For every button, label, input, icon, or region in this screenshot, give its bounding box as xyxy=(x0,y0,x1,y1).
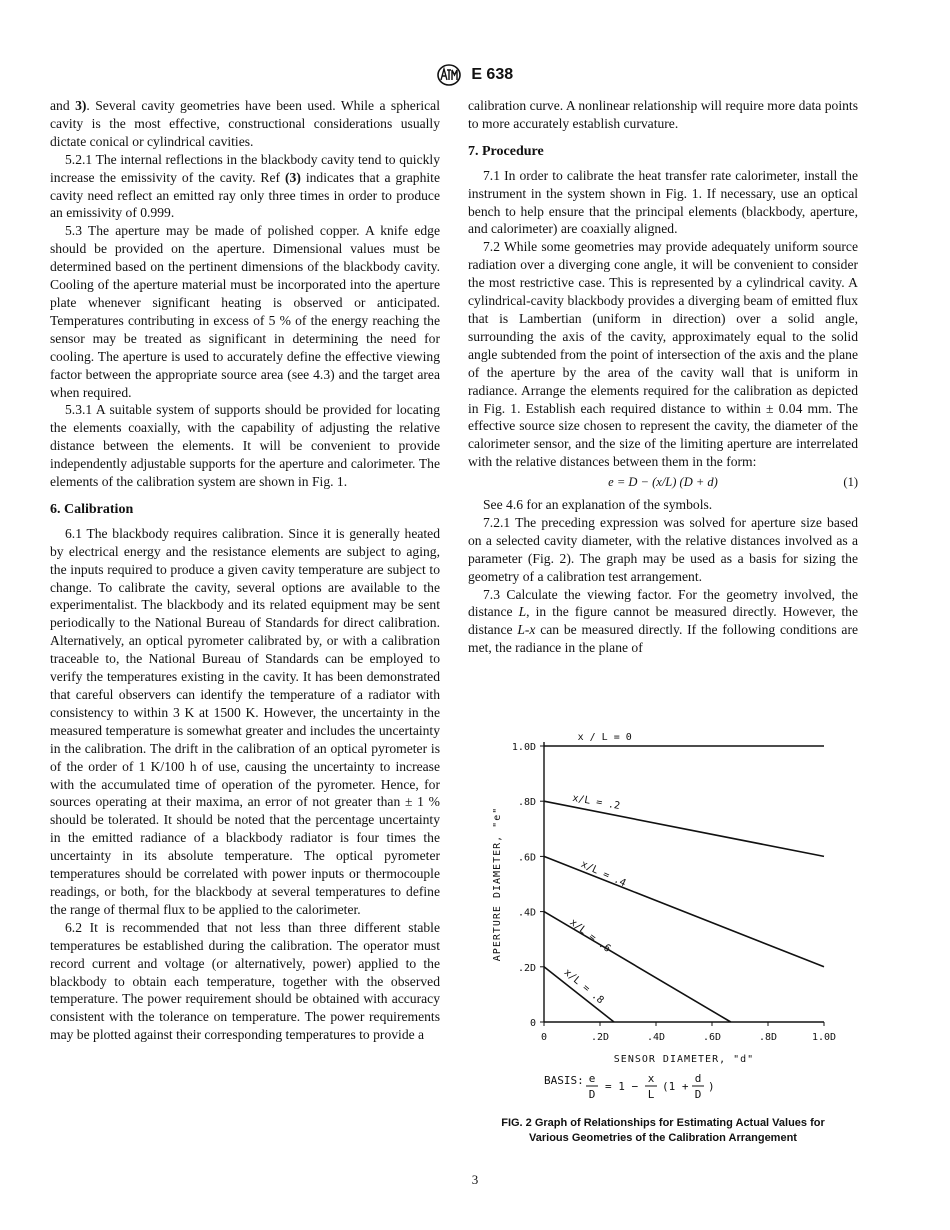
basis-L: L xyxy=(647,1088,655,1101)
basis-paren-open: (1 + xyxy=(662,1080,689,1093)
basis-formula xyxy=(544,1072,715,1101)
y-tick-label: .6D xyxy=(517,852,536,864)
paragraph-symbols-note: See 4.6 for an explanation of the symbols. xyxy=(483,497,713,513)
astm-logo-icon xyxy=(437,64,461,86)
page-header xyxy=(0,64,950,86)
series-line-1 xyxy=(544,801,824,856)
basis-paren-close: ) xyxy=(708,1080,715,1093)
x-tick-label: .6D xyxy=(702,1032,722,1043)
paragraph: calibration curve. A nonlinear relationship will require more data points to more accurately establish curvature. xyxy=(468,98,858,131)
figure-caption: FIG. 2 Graph of Relationships for Estimating Actual Values for Various Geometries of the Calibration Arrangement xyxy=(501,1117,825,1144)
basis-label: BASIS: xyxy=(544,1074,584,1087)
series-label: x/L = .2 xyxy=(571,792,621,813)
basis-e: e xyxy=(588,1072,596,1085)
paragraph-7-1: 7.1 In order to calibrate the heat transfer rate calorimeter, install the instrument in the system shown in Fig. 1. If necessary, use an optical bench to help ensure that the principal elements (blackbody, aperture, and calorimeter) are coaxially aligned. xyxy=(468,167,858,237)
paragraph-5-2-1: 5.2.1 The internal reflections in the blackbody cavity tend to quickly increase the emissivity of the cavity. Ref (3) indicates that a graphite cavity need reflect an emitted ray only three times in order to produce an emissivity of 0.999. xyxy=(50,151,440,221)
paragraph-7-3: 7.3 Calculate the viewing factor. For the geometry involved, the distance L, in the figure cannot be measured directly. However, the distance L-x can be measured directly. If the following conditions are met, the radiance in the plane of xyxy=(468,586,859,656)
y-tick-label: .8D xyxy=(517,797,536,809)
figure-2 xyxy=(478,720,858,1160)
y-axis-label: APERTURE DIAMETER, "e" xyxy=(492,806,503,962)
equation-1: e = D − (x/L) (D + d) (1) xyxy=(468,474,858,492)
standard-designation: E 638 xyxy=(471,66,514,84)
series-label: x/L = .4 xyxy=(579,858,628,890)
equation-number: (1) xyxy=(843,475,858,490)
paragraph-5-3-1: 5.3.1 A suitable system of supports should be provided for locating the elements coaxially, with the capability of adjusting the relative distance between the elements. It will be convenient to provide independently adjustable supports for the aperture and calorimeter. The elements of the calibration system are shown in Fig. 1. xyxy=(50,402,440,490)
x-tick-label: .2D xyxy=(590,1032,610,1043)
y-tick-label: 0 xyxy=(529,1018,536,1029)
left-column xyxy=(50,97,440,1044)
x-tick-label: .4D xyxy=(646,1032,666,1043)
relationship-chart xyxy=(478,720,858,1115)
x-tick-label: .8D xyxy=(758,1032,778,1043)
basis-x: x xyxy=(647,1072,655,1085)
series-label: x/L = .8 xyxy=(561,966,606,1007)
basis-d: d xyxy=(694,1072,702,1085)
x-tick-label: 1.0D xyxy=(811,1032,837,1043)
basis-equals: = 1 − xyxy=(605,1080,639,1093)
series-label: x/L = .6 xyxy=(567,917,613,955)
paragraph-7-2: 7.2 While some geometries may provide adequately uniform source radiation over a diverging cone angle, it will be convenient to consider the most restrictive case. This is represented by a cylindrical cavity. A cylindrical-cavity blackbody provides a diverging beam of emitted flux that is Lambertian (uniform in direction) over a solid angle, surrounding the axis of the cavity, approximately equal to the solid angle subtended from the point of intersection of the axis and the plane of the aperture by the area of the cavity wall that is uniform in radiance. Arrange the elements required for the calibration as depicted in Fig. 1. Establish each required distance to within ± 0.04 mm. The effective source size chosen to represent the cavity, the diameter of the calorimeter sensor, and the size of the limiting aperture are interrelated with the relative distances between them in the form: xyxy=(468,239,858,470)
series-line-2 xyxy=(544,856,824,966)
series-label: x / L = 0 xyxy=(577,732,632,743)
paragraph: and 3). Several cavity geometries have been used. While a spherical cavity is the most effective, constructional considerations usually dictate conical or cylindrical cavities. xyxy=(50,98,440,149)
y-tick-label: .4D xyxy=(517,907,536,919)
paragraph-6-2: 6.2 It is recommended that not less than three different stable temperatures be established during the calibration. The operator must record current and voltage (or alternatively, power) applied to the blackbody to obtain each temperature, together with the observed temperature. The power requirement should be obtained with accuracy consistent with the tolerance on temperature. The power requirements may be plotted against their corresponding temperatures to provide a xyxy=(50,919,440,1043)
x-tick-label: 0 xyxy=(540,1032,548,1043)
x-axis-label: SENSOR DIAMETER, "d" xyxy=(613,1054,755,1065)
basis-D2: D xyxy=(694,1088,702,1101)
y-tick-label: .2D xyxy=(517,962,536,974)
section-heading-calibration: 6. Calibration xyxy=(50,501,134,517)
paragraph-7-2-1: 7.2.1 The preceding expression was solved for aperture size based on a selected cavity diameter, with the relative distances involved as a parameter (Fig. 2). The graph may be used as a basis for sizing the geometry of a calibration test arrangement. xyxy=(468,514,858,584)
basis-D: D xyxy=(588,1088,596,1101)
paragraph-5-3: 5.3 The aperture may be made of polished copper. A knife edge should be provided on the aperture. Dimensional values must be determined based on the pertinent dimensions of the blackbody cavity. Cooling of the aperture material must be incorporated into the aperture plate whenever significant heating is observed or anticipated. Temperatures contributing in excess of 5 % of the energy reaching the sensor may be treated as significant in determining the need for cooling. The aperture is used to accurately define the effective viewing factor between the appropriate source area (see 4.3) and the target area when required. xyxy=(50,223,440,400)
page-number: 3 xyxy=(471,1172,479,1187)
paragraph-6-1: 6.1 The blackbody requires calibration. Since it is generally heated by electrical energy and the resistance elements are subject to aging, the inputs required to produce a given cavity temperature are subject to change. To calibrate the cavity, several options are available to the experimentalist. The blackbody and its related equipment may be sent periodically to the National Bureau of Standards for direct calibration. Alternatively, an optical pyrometer calibrated by, or with a calibration traceable to, the National Bureau of Standards can be employed to verify the temperatures existing in the cavity. It has been demonstrated that careful observers can identify the temperature of a radiator with consistency to within 3 K at 1500 K. However, the uncertainty in the measured temperature is somewhat greater and includes the uncertainty in the calibration. The drift in the calibration of an optical pyrometer is of the order of 1 K/100 h of use, causing the uncertainty to increase with the accumulated time of operation of the pyrometer. Hence, for sources operating at their maxima, an error of not greater than ± 1 % should be tolerated. It should be noted that the percentage uncertainty in the emitted radiance of a blackbody radiator is four times the uncertainty in its absolute temperature. The optical pyrometer temperatures should be correlated with power inputs or thermocouple readings, or both, for the blackbody at several temperatures to define the range of thermal flux to be applied to the calorimeter. xyxy=(50,525,440,917)
y-tick-label: 1.0D xyxy=(511,742,536,753)
section-heading-procedure: 7. Procedure xyxy=(468,143,544,159)
right-column xyxy=(468,97,858,657)
